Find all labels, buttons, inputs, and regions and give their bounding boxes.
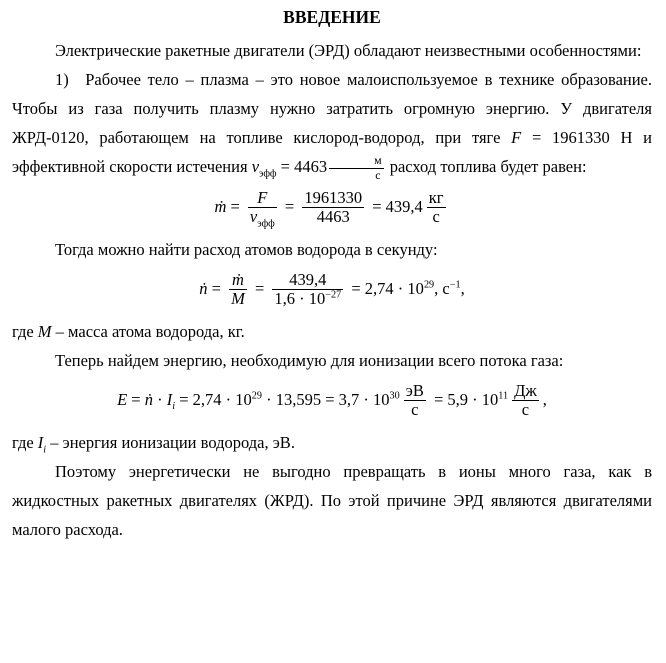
- var-velocity-subscript: эфф: [257, 218, 275, 230]
- fraction-numerator: ṁ: [229, 271, 247, 290]
- exponent: 11: [498, 390, 509, 402]
- var-ionization-I: I: [166, 389, 173, 409]
- paragraph-energy-text: Теперь найдем энергию, необходимую для ионизации всего потока газа:: [55, 350, 564, 370]
- text-run: = 4463: [276, 157, 328, 176]
- var-mass-M: M: [37, 321, 52, 341]
- equals-sign: =: [226, 196, 244, 216]
- fraction-denominator: M: [231, 289, 245, 309]
- equals-sign: =: [280, 196, 299, 216]
- result-unit: , с: [434, 278, 450, 298]
- paragraph-atoms-text: Тогда можно найти расход атомов водорода в секунду:: [55, 239, 438, 259]
- paragraph-where-M: [12, 317, 652, 346]
- paragraph-conclusion-text: Поэтому энергетически не выгодно превращать в ионы много газа, как в жидкостных ракетных двигателях (ЖРД). По этой причине ЭРД являются двигателями малого расхода.: [12, 461, 652, 539]
- fraction-denominator: с: [411, 400, 419, 420]
- exponent: −1: [449, 279, 461, 291]
- fraction-mdot-over-M: [229, 271, 247, 309]
- var-energy-E: E: [117, 389, 128, 409]
- equals-sign: =: [207, 278, 226, 298]
- paragraph-conclusion: [12, 457, 652, 544]
- comma: ,: [542, 389, 547, 409]
- fraction-numerator: эВ: [405, 380, 424, 400]
- fraction-numerator: 439,4: [272, 271, 343, 290]
- fraction-denominator: 4463: [316, 207, 350, 227]
- equals-sign: =: [250, 278, 269, 298]
- paragraph-where-I: [12, 428, 652, 457]
- var-ndot: ṅ: [199, 278, 208, 298]
- formula-mass-flow-rate: [12, 182, 652, 235]
- var-mdot: ṁ: [214, 196, 227, 216]
- text-run: 1) Рабочее тело – плазма – это новое малоиспользуемое в технике образование. Чтобы из газа получить плазму нужно затратить огромную энергию. У двигателя ЖРД-0120, работающем на топливе кислород-водород, при тяге: [12, 70, 652, 147]
- text-run: – энергия ионизации водорода, эВ.: [46, 432, 295, 452]
- fraction-denominator: с: [521, 400, 530, 420]
- exponent: 30: [389, 390, 400, 402]
- fraction-numerator: кг: [428, 188, 444, 208]
- result-value: = 439,4: [368, 196, 423, 216]
- fraction-numerator: м: [329, 154, 384, 168]
- fraction-m-per-s: [329, 154, 384, 182]
- text-run: – масса атома водорода, кг.: [51, 321, 245, 341]
- text-run: где: [12, 432, 38, 452]
- mantissa: 1,6 · 10: [274, 289, 326, 309]
- result-value: = 2,74 · 10: [175, 389, 252, 409]
- result-value: = 5,9 · 10: [429, 389, 499, 409]
- fraction-1961330-over-4463: [302, 189, 364, 227]
- paragraph-atoms: [12, 235, 652, 264]
- fraction-F-over-veff: [248, 188, 277, 230]
- text-run: = 1961330 Н и эффективной скорости истечения: [12, 128, 652, 176]
- result-value: = 2,74 · 10: [347, 278, 424, 298]
- fraction-denominator: [248, 207, 277, 230]
- multiply-dot: ·: [152, 389, 167, 409]
- var-velocity-v: v: [251, 157, 260, 176]
- comma: ,: [460, 278, 465, 298]
- exponent: 29: [251, 390, 262, 402]
- var-ionization-subscript: i: [43, 444, 47, 456]
- exponent: 29: [423, 279, 435, 291]
- var-ndot: ṅ: [144, 389, 153, 409]
- fraction-numerator: F: [248, 189, 277, 208]
- fraction-J-per-s: [512, 382, 539, 420]
- var-velocity-v: v: [249, 207, 258, 227]
- paragraph-intro-text: Электрические ракетные двигатели (ЭРД) обладают неизвестными особенностями:: [55, 41, 642, 60]
- var-thrust-F: F: [511, 128, 522, 147]
- formula-atom-flow-rate: [12, 264, 652, 317]
- text-run: где: [12, 321, 38, 341]
- fraction-denominator: [272, 290, 343, 308]
- formula-ionization-energy: [12, 375, 652, 428]
- equals-sign: =: [127, 389, 145, 409]
- paragraph-intro: [12, 36, 652, 65]
- fraction-kg-per-s: [427, 189, 446, 227]
- text-run: расход топлива будет равен:: [385, 157, 587, 176]
- fraction-denominator: с: [375, 167, 381, 182]
- document-title: ВВЕДЕНИЕ: [283, 7, 381, 27]
- fraction-denominator: с: [432, 207, 440, 227]
- var-ionization-I: I: [37, 432, 44, 452]
- fraction-eV-per-s: [404, 382, 426, 420]
- fraction-numerator: Дж: [514, 380, 537, 400]
- fraction-439-over-mass: [272, 271, 343, 309]
- result-value: · 13,595 = 3,7 · 10: [261, 389, 390, 409]
- var-ionization-subscript: i: [172, 400, 176, 412]
- fraction-numerator: 1961330: [304, 188, 363, 208]
- var-velocity-subscript: эфф: [259, 168, 277, 180]
- paragraph-item-1: [12, 65, 652, 182]
- paragraph-energy: [12, 346, 652, 375]
- exponent: −27: [325, 289, 342, 301]
